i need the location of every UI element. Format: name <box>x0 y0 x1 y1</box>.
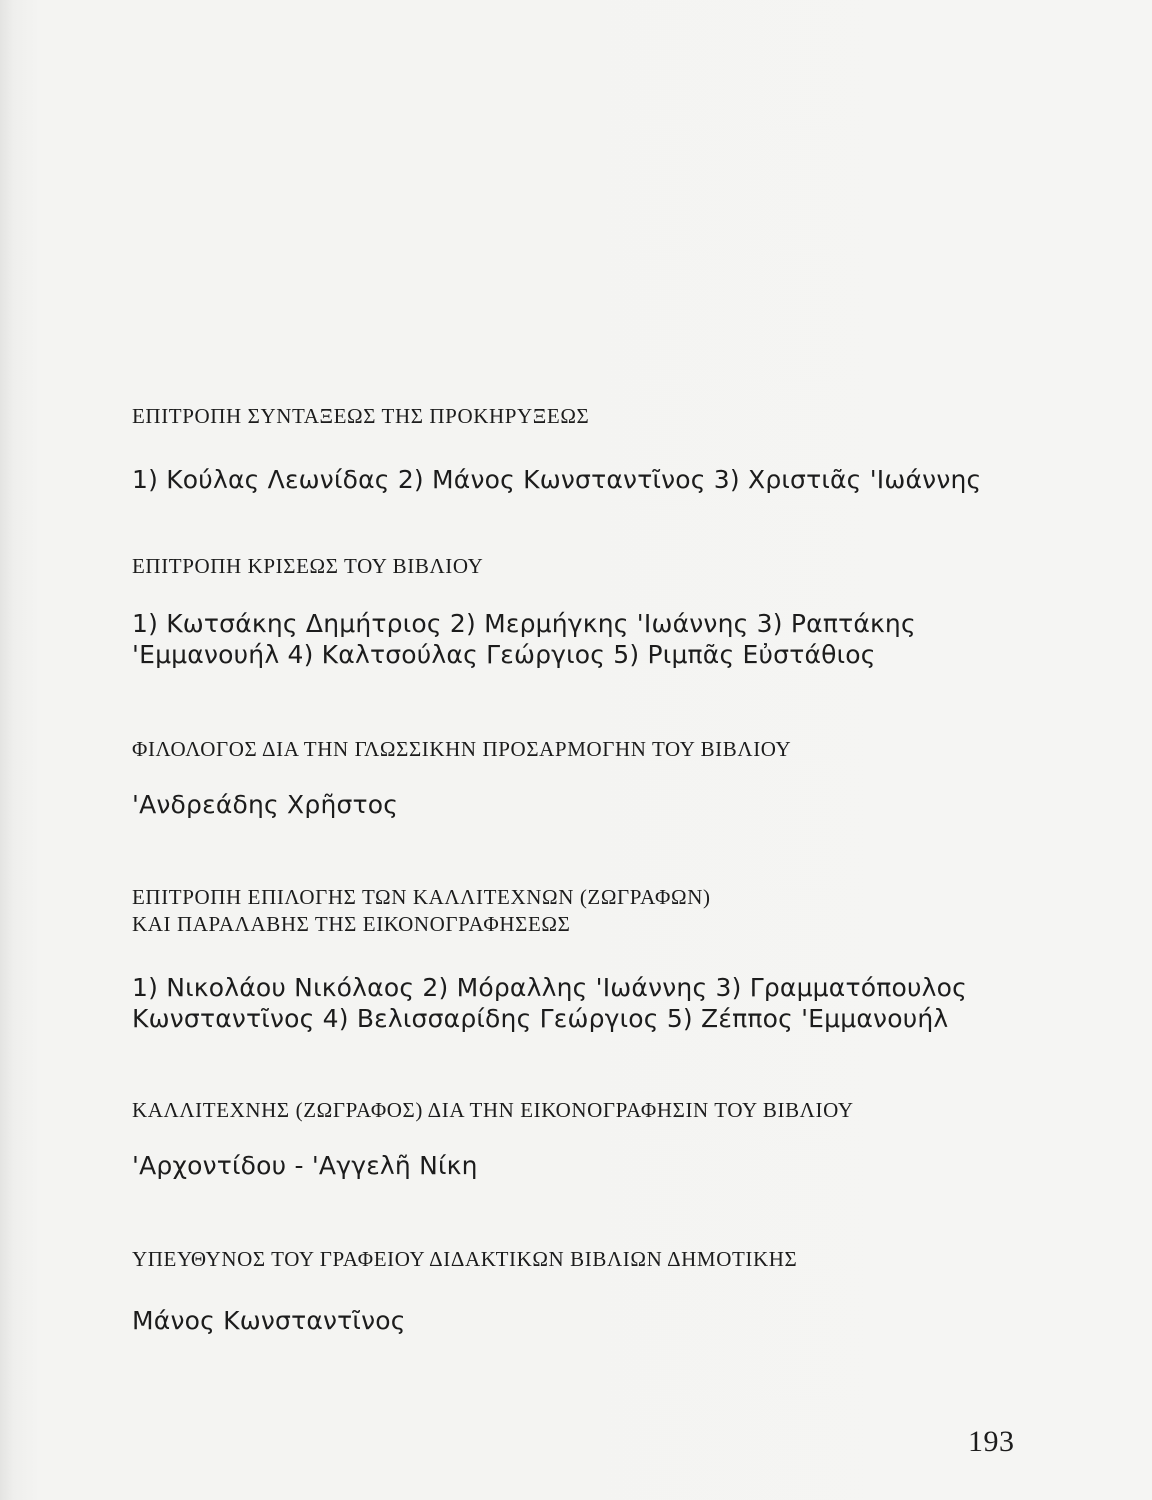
body-line: 'Εμμανουήλ 4) Καλτσούλας Γεώργιος 5) Ριμπᾶς Εὐστάθιος <box>132 640 876 669</box>
heading-line: ΚΑΛΛΙΤΕΧΝΗΣ (ΖΩΓΡΑΦΟΣ) ΔΙΑ ΤΗΝ ΕΙΚΟΝΟΓΡΑΦΗΣΙΝ ΤΟΥ ΒΙΒΛΙΟΥ <box>132 1098 854 1122</box>
section-philologist <box>132 736 1032 820</box>
section-heading <box>132 1246 1032 1273</box>
heading-line: ΕΠΙΤΡΟΠΗ ΚΡΙΣΕΩΣ ΤΟΥ ΒΙΒΛΙΟΥ <box>132 554 484 578</box>
section-heading <box>132 553 1032 580</box>
section-body <box>132 1150 1032 1181</box>
body-line: 1) Κούλας Λεωνίδας 2) Μάνος Κωνσταντῖνος 3) Χριστιᾶς 'Ιωάννης <box>132 465 982 494</box>
body-line: 1) Νικολάου Νικόλαος 2) Μόραλλης 'Ιωάννης 3) Γραμματόπουλος <box>132 973 967 1002</box>
section-judging-committee <box>132 553 1032 670</box>
section-illustrator <box>132 1097 1032 1181</box>
body-line: 'Ανδρεάδης Χρῆστος <box>132 790 399 819</box>
section-drafting-committee <box>132 403 1032 495</box>
section-artist-selection-committee <box>132 884 1032 1034</box>
heading-line: ΕΠΙΤΡΟΠΗ ΣΥΝΤΑΞΕΩΣ ΤΗΣ ΠΡΟΚΗΡΥΞΕΩΣ <box>132 404 590 428</box>
heading-line: ΦΙΛΟΛΟΓΟΣ ΔΙΑ ΤΗΝ ΓΛΩΣΣΙΚΗΝ ΠΡΟΣΑΡΜΟΓΗΝ ΤΟΥ ΒΙΒΛΙΟΥ <box>132 737 792 761</box>
section-heading <box>132 403 1032 430</box>
body-line: 1) Κωτσάκης Δημήτριος 2) Μερμήγκης 'Ιωάννης 3) Ραπτάκης <box>132 609 916 638</box>
heading-line: ΚΑΙ ΠΑΡΑΛΑΒΗΣ ΤΗΣ ΕΙΚΟΝΟΓΡΑΦΗΣΕΩΣ <box>132 912 571 936</box>
heading-line: ΕΠΙΤΡΟΠΗ ΕΠΙΛΟΓΗΣ ΤΩΝ ΚΑΛΛΙΤΕΧΝΩΝ (ΖΩΓΡΑΦΩΝ) <box>132 885 711 909</box>
section-body <box>132 789 1032 820</box>
heading-line: ΥΠΕΥΘΥΝΟΣ ΤΟΥ ΓΡΑΦΕΙΟΥ ΔΙΔΑΚΤΙΚΩΝ ΒΙΒΛΙΩΝ ΔΗΜΟΤΙΚΗΣ <box>132 1247 798 1271</box>
body-line: 'Αρχοντίδου - 'Αγγελῆ Νίκη <box>132 1151 478 1180</box>
section-heading <box>132 1097 1032 1124</box>
page-number: 193 <box>968 1425 1015 1458</box>
section-body <box>132 972 1032 1034</box>
section-office-head <box>132 1246 1032 1336</box>
section-body <box>132 1305 1032 1336</box>
section-body <box>132 608 1032 670</box>
section-body <box>132 464 1032 495</box>
section-heading <box>132 884 1032 938</box>
body-line: Μάνος Κωνσταντῖνος <box>132 1306 406 1335</box>
section-heading <box>132 736 1032 763</box>
body-line: Κωνσταντῖνος 4) Βελισσαρίδης Γεώργιος 5) Ζέππος 'Εμμανουήλ <box>132 1004 949 1033</box>
